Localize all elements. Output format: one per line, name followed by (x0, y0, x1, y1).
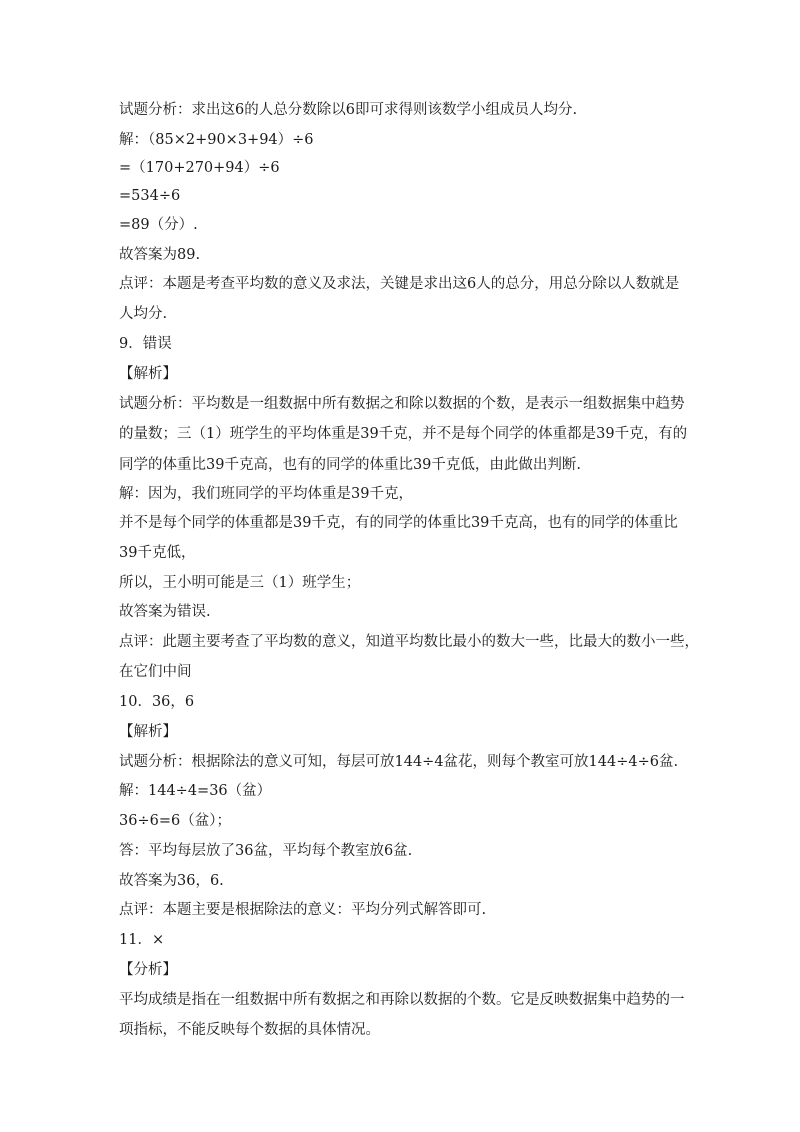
question-number: 11．× (119, 932, 165, 948)
text-line: 答：平均每层放了36盆，平均每个教室放6盆. (119, 843, 413, 859)
text-line: 所以，王小明可能是三（1）班学生； (119, 575, 361, 591)
text-line: 点评：本题是考查平均数的意义及求法，关键是求出这6人的总分，用总分除以人数就是 (119, 276, 680, 292)
text-line: 39千克低， (119, 545, 196, 561)
text-line: 同学的体重比39千克高，也有的同学的体重比39千克低，由此做出判断. (119, 457, 582, 473)
section-heading: 【解析】 (119, 724, 177, 740)
section-heading: 【解析】 (119, 366, 177, 382)
text-line: 人均分. (119, 306, 168, 322)
text-line: 在它们中间 (119, 664, 192, 680)
text-line: 故答案为36，6. (119, 873, 224, 889)
text-line: =534÷6 (119, 188, 181, 204)
text-line: 故答案为错误. (119, 604, 211, 620)
text-line: 点评：本题主要是根据除法的意义：平均分列式解答即可. (119, 902, 487, 918)
text-line: 试题分析：根据除法的意义可知，每层可放144÷4盆花，则每个教室可放144÷4÷6盆. (119, 754, 679, 770)
text-line: =89（分）. (119, 217, 198, 233)
question-number: 10．36，6 (119, 694, 195, 710)
text-line: 项指标，不能反映每个数据的具体情况。 (119, 1022, 380, 1038)
text-line: 的量数；三（1）班学生的平均体重是39千克，并不是每个同学的体重都是39千克，有的 (119, 426, 688, 442)
text-line: 试题分析：平均数是一组数据中所有数据之和除以数据的个数，是表示一组数据集中趋势 (119, 396, 685, 412)
text-line: 解：（85×2+90×3+94）÷6 (119, 132, 314, 148)
section-heading: 【分析】 (119, 962, 177, 978)
text-line: 试题分析：求出这6的人总分数除以6即可求得则该数学小组成员人均分. (119, 102, 578, 118)
text-line: 解：144÷4=36（盆） (119, 783, 272, 799)
text-line: 36÷6=6（盆）； (119, 813, 231, 829)
text-line: 故答案为89. (119, 247, 201, 263)
text-line: 解：因为，我们班同学的平均体重是39千克， (119, 486, 413, 502)
text-line: 平均成绩是指在一组数据中所有数据之和再除以数据的个数。它是反映数据集中趋势的一 (119, 992, 685, 1008)
question-number: 9．错误 (119, 336, 172, 352)
text-line: 点评：此题主要考查了平均数的意义，知道平均数比最小的数大一些，比最大的数小一些， (119, 634, 699, 650)
text-line: =（170+270+94）÷6 (119, 160, 280, 176)
text-line: 并不是每个同学的体重都是39千克，有的同学的体重比39千克高，也有的同学的体重比 (119, 515, 678, 531)
